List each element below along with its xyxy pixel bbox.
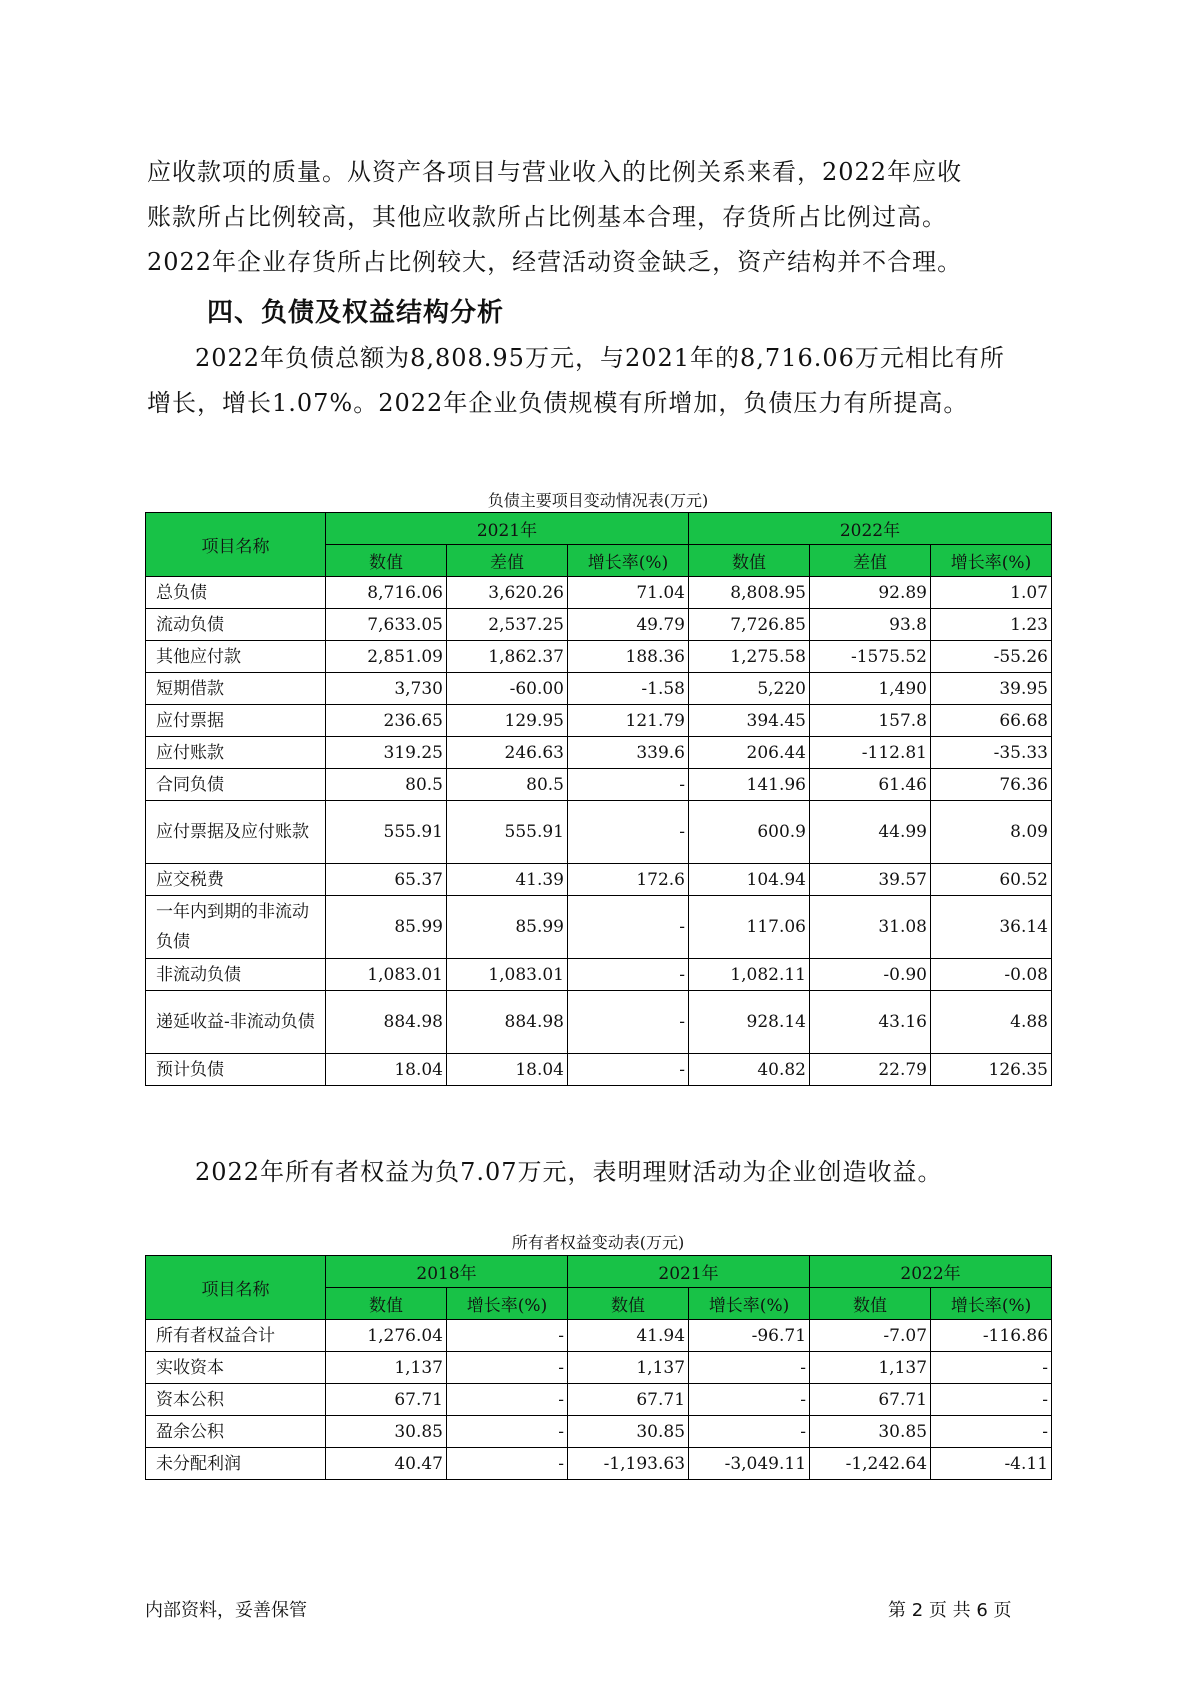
table-cell: -	[447, 1448, 568, 1480]
table-cell: 188.36	[568, 641, 689, 673]
row-label: 非流动负债	[146, 959, 326, 991]
table-row	[146, 673, 1052, 705]
table-cell: 2,537.25	[447, 609, 568, 641]
table-cell: 18.04	[447, 1054, 568, 1086]
table-cell: -1.58	[568, 673, 689, 705]
row-label: 流动负债	[146, 609, 326, 641]
table-cell: 104.94	[689, 864, 810, 896]
row-label: 应交税费	[146, 864, 326, 896]
table-cell: 31.08	[810, 896, 931, 959]
table-cell: 555.91	[326, 801, 447, 864]
table-cell: 18.04	[326, 1054, 447, 1086]
table-cell: 3,730	[326, 673, 447, 705]
row-label: 实收资本	[146, 1352, 326, 1384]
table-cell: 39.95	[931, 673, 1052, 705]
table-row	[146, 864, 1052, 896]
row-label: 预计负债	[146, 1054, 326, 1086]
row-label: 盈余公积	[146, 1416, 326, 1448]
table-cell: 206.44	[689, 737, 810, 769]
table-row	[146, 1416, 1052, 1448]
table-cell: 339.6	[568, 737, 689, 769]
table-cell: 67.71	[568, 1384, 689, 1416]
footer-confidential-note: 内部资料，妥善保管	[145, 1600, 307, 1621]
row-label: 未分配利润	[146, 1448, 326, 1480]
row-label: 所有者权益合计	[146, 1320, 326, 1352]
table-cell: -1575.52	[810, 641, 931, 673]
table-cell: -	[447, 1384, 568, 1416]
table-cell: 60.52	[931, 864, 1052, 896]
table-cell: 61.46	[810, 769, 931, 801]
table-cell: 30.85	[810, 1416, 931, 1448]
table-cell: 30.85	[568, 1416, 689, 1448]
table-cell: -1,242.64	[810, 1448, 931, 1480]
row-label: 资本公积	[146, 1384, 326, 1416]
table-cell: -1,193.63	[568, 1448, 689, 1480]
table-cell: 1.23	[931, 609, 1052, 641]
table-cell: 7,633.05	[326, 609, 447, 641]
table-cell: 22.79	[810, 1054, 931, 1086]
table-cell: 8,808.95	[689, 577, 810, 609]
table-cell: 141.96	[689, 769, 810, 801]
subheader: 数值	[689, 545, 810, 577]
liability-table	[145, 512, 1052, 1086]
row-label: 总负债	[146, 577, 326, 609]
table-cell: 44.99	[810, 801, 931, 864]
table-cell: 30.85	[326, 1416, 447, 1448]
row-label: 应付账款	[146, 737, 326, 769]
table-cell: 80.5	[447, 769, 568, 801]
row-label: 应付票据	[146, 705, 326, 737]
table-cell: 3,620.26	[447, 577, 568, 609]
table-cell: 129.95	[447, 705, 568, 737]
liability-paragraph	[147, 336, 1047, 426]
table-cell: -35.33	[931, 737, 1052, 769]
table-cell: 67.71	[810, 1384, 931, 1416]
row-label: 合同负债	[146, 769, 326, 801]
header-year: 2021年	[326, 513, 689, 545]
table-row	[146, 1352, 1052, 1384]
table-cell: -0.08	[931, 959, 1052, 991]
table-cell: -3,049.11	[689, 1448, 810, 1480]
table-cell: 92.89	[810, 577, 931, 609]
table-cell: 7,726.85	[689, 609, 810, 641]
liability-line: 2022年负债总额为8,808.95万元，与2021年的8,716.06万元相比有所	[195, 344, 1005, 372]
table-cell: 71.04	[568, 577, 689, 609]
subheader: 增长率(%)	[931, 1288, 1052, 1320]
table-cell: 1,083.01	[447, 959, 568, 991]
row-label: 应付票据及应付账款	[146, 801, 326, 864]
table-cell: 8,716.06	[326, 577, 447, 609]
liability-table-caption: 负债主要项目变动情况表(万元)	[487, 491, 709, 510]
table-row	[146, 959, 1052, 991]
table-cell: 40.82	[689, 1054, 810, 1086]
table-cell: 319.25	[326, 737, 447, 769]
subheader: 增长率(%)	[689, 1288, 810, 1320]
equity-paragraph	[147, 1150, 1047, 1195]
table-cell: 36.14	[931, 896, 1052, 959]
table-cell: 5,220	[689, 673, 810, 705]
table-cell: -	[931, 1416, 1052, 1448]
table-cell: -	[568, 769, 689, 801]
table-cell: 80.5	[326, 769, 447, 801]
table-cell: -	[689, 1352, 810, 1384]
table-cell: 65.37	[326, 864, 447, 896]
table-row	[146, 1320, 1052, 1352]
table-cell: -	[931, 1384, 1052, 1416]
table-cell: -7.07	[810, 1320, 931, 1352]
table-cell: 1,137	[326, 1352, 447, 1384]
table-cell: 884.98	[326, 991, 447, 1054]
table-cell: 555.91	[447, 801, 568, 864]
table-row	[146, 896, 1052, 959]
table-row	[146, 1448, 1052, 1480]
table-row	[146, 641, 1052, 673]
table-cell: 76.36	[931, 769, 1052, 801]
header-item-name: 项目名称	[146, 1256, 326, 1320]
table-cell: 85.99	[326, 896, 447, 959]
table-cell: -60.00	[447, 673, 568, 705]
table-cell: 121.79	[568, 705, 689, 737]
equity-table-caption: 所有者权益变动表(万元)	[511, 1233, 685, 1252]
equity-table	[145, 1255, 1052, 1480]
header-year: 2022年	[810, 1256, 1052, 1288]
footer-page-number: 第 2 页 共 6 页	[888, 1600, 1012, 1621]
table-cell: -	[447, 1352, 568, 1384]
table-cell: 1,137	[810, 1352, 931, 1384]
subheader: 增长率(%)	[931, 545, 1052, 577]
table-row	[146, 801, 1052, 864]
table-cell: 172.6	[568, 864, 689, 896]
table-cell: 8.09	[931, 801, 1052, 864]
table-cell: -0.90	[810, 959, 931, 991]
intro-line: 2022年企业存货所占比例较大，经营活动资金缺乏，资产结构并不合理。	[147, 248, 963, 276]
table-cell: -	[447, 1320, 568, 1352]
equity-line: 2022年所有者权益为负7.07万元，表明理财活动为企业创造收益。	[195, 1158, 943, 1186]
table-cell: 117.06	[689, 896, 810, 959]
row-label: 其他应付款	[146, 641, 326, 673]
table-cell: 41.94	[568, 1320, 689, 1352]
subheader: 数值	[568, 1288, 689, 1320]
table-cell: 66.68	[931, 705, 1052, 737]
table-cell: 928.14	[689, 991, 810, 1054]
table-cell: 40.47	[326, 1448, 447, 1480]
table-cell: 1,275.58	[689, 641, 810, 673]
table-row	[146, 769, 1052, 801]
table-cell: -4.11	[931, 1448, 1052, 1480]
table-cell: 39.57	[810, 864, 931, 896]
table-cell: -	[568, 959, 689, 991]
table-cell: 49.79	[568, 609, 689, 641]
table-cell: -116.86	[931, 1320, 1052, 1352]
table-cell: -	[568, 801, 689, 864]
table-row	[146, 1054, 1052, 1086]
subheader: 数值	[810, 1288, 931, 1320]
intro-paragraph	[147, 150, 1047, 285]
table-cell: 157.8	[810, 705, 931, 737]
table-cell: 1,862.37	[447, 641, 568, 673]
table-row	[146, 1384, 1052, 1416]
table-cell: 600.9	[689, 801, 810, 864]
table-row	[146, 705, 1052, 737]
table-cell: -	[568, 1054, 689, 1086]
subheader: 增长率(%)	[447, 1288, 568, 1320]
table-cell: 1.07	[931, 577, 1052, 609]
table-cell: -	[447, 1416, 568, 1448]
table-cell: 1,137	[568, 1352, 689, 1384]
subheader: 差值	[447, 545, 568, 577]
table-cell: 884.98	[447, 991, 568, 1054]
table-cell: -	[689, 1416, 810, 1448]
table-cell: 41.39	[447, 864, 568, 896]
table-row	[146, 737, 1052, 769]
liability-line: 增长，增长1.07%。2022年企业负债规模有所增加，负债压力有所提高。	[147, 389, 969, 417]
table-cell: 1,083.01	[326, 959, 447, 991]
section-heading: 四、负债及权益结构分析	[207, 298, 505, 328]
table-cell: 43.16	[810, 991, 931, 1054]
table-row	[146, 577, 1052, 609]
subheader: 增长率(%)	[568, 545, 689, 577]
header-year: 2018年	[326, 1256, 568, 1288]
table-cell: 236.65	[326, 705, 447, 737]
table-cell: -	[689, 1384, 810, 1416]
header-year: 2021年	[568, 1256, 810, 1288]
table-cell: 85.99	[447, 896, 568, 959]
table-cell: 394.45	[689, 705, 810, 737]
table-cell: 67.71	[326, 1384, 447, 1416]
table-cell: 1,082.11	[689, 959, 810, 991]
table-cell: -	[931, 1352, 1052, 1384]
header-item-name: 项目名称	[146, 513, 326, 577]
subheader: 数值	[326, 545, 447, 577]
table-cell: -112.81	[810, 737, 931, 769]
table-cell: 1,276.04	[326, 1320, 447, 1352]
table-cell: -	[568, 896, 689, 959]
table-cell: 2,851.09	[326, 641, 447, 673]
table-cell: 126.35	[931, 1054, 1052, 1086]
table-cell: 1,490	[810, 673, 931, 705]
row-label: 递延收益-非流动负债	[146, 991, 326, 1054]
subheader: 数值	[326, 1288, 447, 1320]
table-row	[146, 609, 1052, 641]
table-cell: 246.63	[447, 737, 568, 769]
row-label: 一年内到期的非流动负债	[146, 896, 326, 959]
table-cell: 93.8	[810, 609, 931, 641]
header-year: 2022年	[689, 513, 1052, 545]
table-cell: -96.71	[689, 1320, 810, 1352]
row-label: 短期借款	[146, 673, 326, 705]
intro-line: 应收款项的质量。从资产各项目与营业收入的比例关系来看，2022年应收	[147, 158, 963, 186]
table-cell: 4.88	[931, 991, 1052, 1054]
table-cell: -55.26	[931, 641, 1052, 673]
subheader: 差值	[810, 545, 931, 577]
intro-line: 账款所占比例较高，其他应收款所占比例基本合理，存货所占比例过高。	[147, 203, 947, 231]
table-row	[146, 991, 1052, 1054]
table-cell: -	[568, 991, 689, 1054]
